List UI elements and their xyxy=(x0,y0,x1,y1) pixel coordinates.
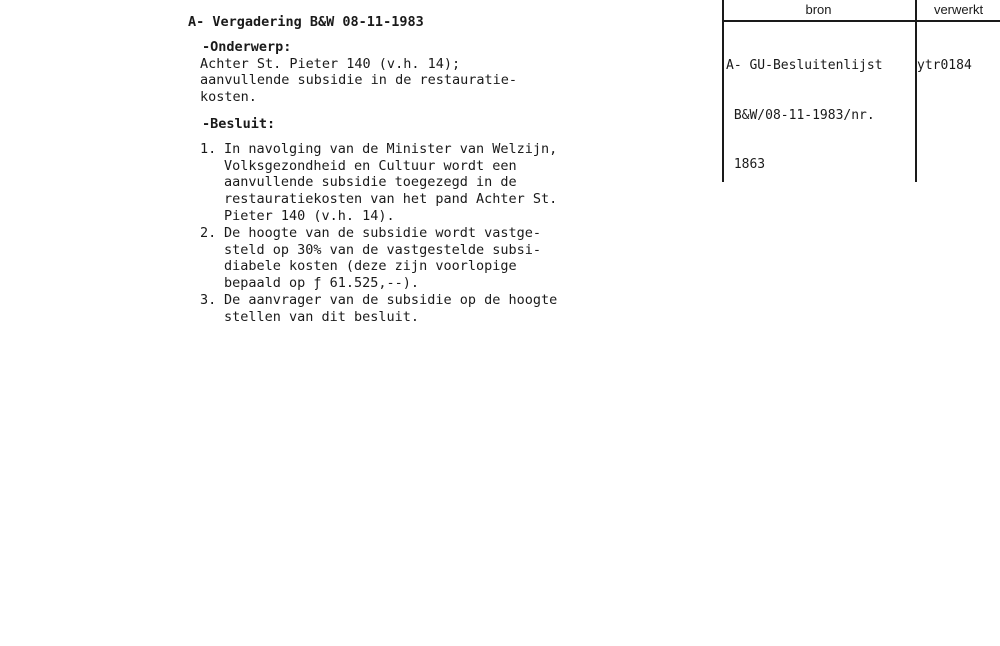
bron-line: 1863 xyxy=(726,157,766,172)
item-number: 2. xyxy=(200,224,217,241)
item-line: Volksgezondheid en Cultuur wordt een xyxy=(224,157,517,174)
item-line: bepaald op ƒ 61.525,--). xyxy=(224,275,420,292)
onderwerp-line: aanvullende subsidie in de restauratie- xyxy=(200,72,517,89)
item-line: diabele kosten (deze zijn voorlopige xyxy=(224,258,517,275)
table-border-left xyxy=(722,0,724,182)
verwerkt-cell: ytr0184 xyxy=(917,58,972,73)
besluit-item xyxy=(188,292,557,326)
item-line: stellen van dit besluit. xyxy=(224,308,420,325)
bron-line: B&W/08-11-1983/nr. xyxy=(726,107,875,123)
besluit-item xyxy=(188,141,557,225)
onderwerp-line: kosten. xyxy=(200,89,257,106)
bron-line: A- GU-Besluitenlijst xyxy=(726,58,883,73)
table-column-divider xyxy=(915,0,917,182)
table-header-divider xyxy=(722,20,1000,22)
bron-cell xyxy=(726,25,883,207)
document-heading: A- Vergadering B&W 08-11-1983 xyxy=(188,14,424,30)
item-line: In navolging van de Minister van Welzijn, xyxy=(224,140,558,157)
document-body xyxy=(188,14,557,326)
item-line: Pieter 140 (v.h. 14). xyxy=(224,207,395,224)
item-number: 1. xyxy=(200,140,217,157)
item-number: 3. xyxy=(200,291,217,308)
item-line: aanvullende subsidie toegezegd in de xyxy=(224,174,517,191)
onderwerp-line: Achter St. Pieter 140 (v.h. 14); xyxy=(200,55,461,72)
besluit-item xyxy=(188,225,557,292)
header-bron: bron xyxy=(805,2,832,17)
onderwerp-label: -Onderwerp: xyxy=(202,38,292,55)
item-line: restauratiekosten van het pand Achter St. xyxy=(224,191,558,208)
item-line: De aanvrager van de subsidie op de hoogte xyxy=(224,291,558,308)
besluit-list xyxy=(188,141,557,326)
item-line: De hoogte van de subsidie wordt vastge- xyxy=(224,224,541,241)
item-line: steld op 30% van de vastgestelde subsi- xyxy=(224,241,541,258)
besluit-label: -Besluit: xyxy=(202,115,276,132)
header-verwerkt: verwerkt xyxy=(933,2,984,17)
source-table xyxy=(722,0,1000,182)
